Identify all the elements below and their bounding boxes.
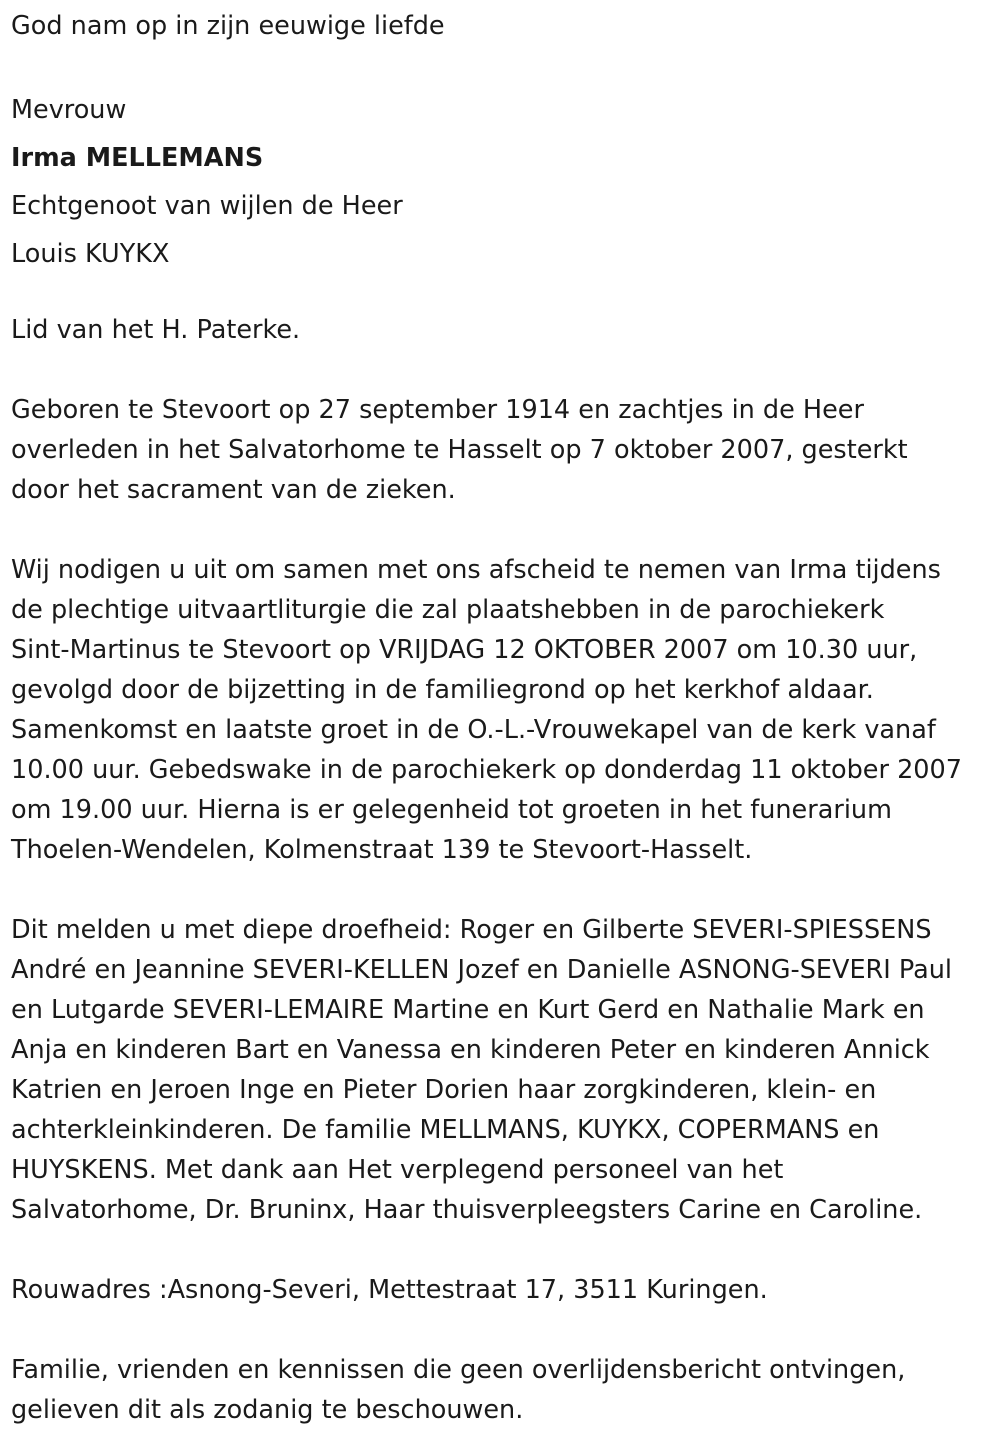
spouse-label: Echtgenoot van wijlen de Heer [11,191,403,221]
heading: God nam op in zijn eeuwige liefde [11,11,445,41]
closing-paragraph: Familie, vrienden en kennissen die geen overlijdensbericht ontvingen, gelieven dit als zodanig te beschouwen. [11,1355,906,1425]
spacer [11,1230,996,1270]
spouse-name: Louis KUYKX [11,239,170,269]
mourning-address: Rouwadres :Asnong-Severi, Mettestraat 17, 3511 Kuringen. [11,1275,768,1305]
spacer [11,870,996,910]
salutation: Mevrouw [11,95,127,125]
family-paragraph: Dit melden u met diepe droefheid: Roger en Gilberte SEVERI-SPIESSENS André en Jeannine SEVERI-KELLEN Jozef en Danielle ASNONG-SEVERI Paul en Lutgarde SEVERI-LEMAIRE Martine en Kurt Gerd en Nathalie Mark en Anja en kinderen Bart en Vanessa en kinderen Peter en kinderen Annick Katrien en Jeroen Inge en Pieter Dorien haar zorgkinderen, klein- en achterkleinkinderen. De familie MELLMANS, KUYKX, COPERMANS en HUYSKENS. Met dank aan Het verplegend personeel van het Salvatorhome, Dr. Bruninx, Haar thuisverpleegsters Carine en Caroline. [11,915,953,1225]
spacer [11,278,996,310]
spacer [11,510,996,550]
spacer [11,46,996,86]
membership-text: Lid van het H. Paterke. [11,315,301,345]
obituary-document [11,6,996,1430]
birth-death-paragraph: Geboren te Stevoort op 27 september 1914 en zachtjes in de Heer overleden in het Salvatorhome te Hasselt op 7 oktober 2007, gesterkt door het sacrament van de zieken. [11,395,908,505]
deceased-name: Irma MELLEMANS [11,143,264,173]
spacer [11,1310,996,1350]
spacer [11,350,996,390]
funeral-paragraph: Wij nodigen u uit om samen met ons afscheid te nemen van Irma tijdens de plechtige uitvaartliturgie die zal plaatshebben in de parochiekerk Sint-Martinus te Stevoort op VRIJDAG 12 OKTOBER 2007 om 10.30 uur, gevolgd door de bijzetting in de familiegrond op het kerkhof aldaar. Samenkomst en laatste groet in de O.-L.-Vrouwekapel van de kerk vanaf 10.00 uur. Gebedswake in de parochiekerk op donderdag 11 oktober 2007 om 19.00 uur. Hierna is er gelegenheid tot groeten in het funerarium Thoelen-Wendelen, Kolmenstraat 139 te Stevoort-Hasselt. [11,555,962,865]
